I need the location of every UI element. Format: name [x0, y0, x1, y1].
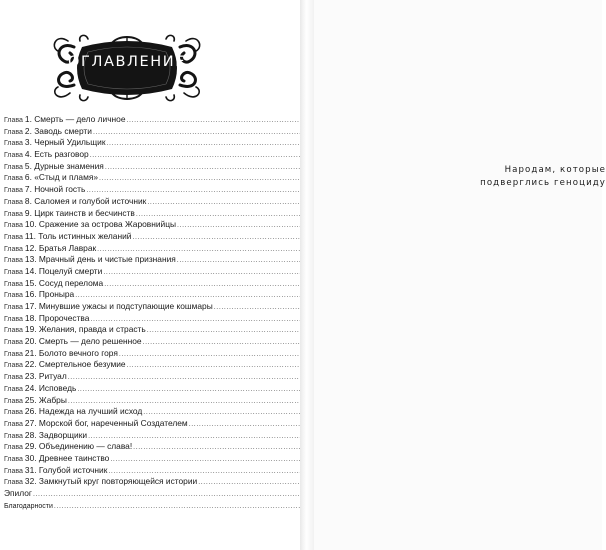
toc-chapter-prefix: Глава — [4, 420, 23, 428]
toc-chapter-prefix: Глава — [4, 233, 23, 241]
toc-row — [4, 359, 250, 371]
toc-chapter-title: 11. Толь истинных желаний — [24, 230, 132, 241]
toc-chapter-title: 29. Объединению — слава! — [24, 441, 133, 452]
toc-row — [4, 441, 250, 453]
toc-chapter-prefix: Глава — [4, 128, 23, 136]
toc-chapter-title: 1. Смерть — дело личное — [24, 114, 126, 124]
dedication-line-1: Народам, которые — [504, 165, 606, 175]
toc-row — [4, 336, 250, 348]
toc-chapter-title: 3. Черный Удильщик — [24, 137, 106, 148]
toc-chapter-prefix: Глава — [4, 163, 23, 171]
toc-chapter-prefix: Глава — [4, 304, 23, 311]
toc-row — [4, 184, 250, 196]
toc-row — [4, 453, 250, 465]
toc-chapter-prefix: Глава — [4, 187, 23, 195]
toc-chapter-prefix: Глава — [4, 397, 23, 405]
toc-chapter-prefix: Глава — [4, 315, 23, 323]
toc-chapter-prefix: Глава — [4, 339, 23, 347]
toc-row — [4, 383, 250, 395]
toc-chapter-prefix: Глава — [4, 479, 23, 487]
toc-row — [4, 254, 250, 266]
toc-chapter-title: 28. Задворщики — [24, 429, 88, 440]
toc-row — [4, 149, 250, 161]
toc-chapter-title: 7. Ночной гость — [24, 184, 86, 195]
toc-row — [4, 172, 250, 184]
toc-row — [4, 231, 250, 243]
toc-chapter-title: 14. Поцелуй смерти — [24, 265, 103, 276]
toc-chapter-prefix: Глава — [4, 175, 23, 183]
toc-row — [4, 430, 250, 442]
toc-chapter-title: 2. Заводь смерти — [24, 125, 92, 136]
toc-row — [4, 406, 250, 418]
toc-row — [4, 488, 250, 500]
toc-row — [4, 476, 250, 488]
dedication — [454, 164, 606, 189]
toc-row — [4, 395, 250, 407]
toc-chapter-prefix: Глава — [4, 362, 23, 370]
toc-chapter-title: 22. Смертельное безумие — [24, 359, 126, 370]
toc-chapter-prefix: Глава — [4, 245, 23, 253]
toc-chapter-title: 12. Братья Лаврак — [24, 242, 97, 253]
toc-chapter-title: 24. Исповедь — [24, 382, 77, 393]
toc-chapter-title: 27. Морской бог, нареченный Создателем — [24, 417, 188, 428]
toc-chapter-prefix: Глава — [4, 152, 23, 160]
toc-chapter-title: 9. Цирк таинств и бесчинств — [24, 207, 135, 218]
toc-chapter-prefix: Глава — [4, 117, 23, 124]
toc-chapter-title: 13. Мрачный день и чистые признания — [24, 254, 176, 265]
toc-chapter-prefix: Глава — [4, 374, 23, 382]
toc-chapter-prefix: Глава — [4, 280, 23, 288]
toc-chapter-prefix: Глава — [4, 292, 23, 300]
toc-chapter-prefix: Глава — [4, 350, 23, 358]
toc-chapter-title: 8. Саломея и голубой источник — [24, 195, 147, 206]
left-page — [0, 0, 300, 550]
toc-heading: ОГЛАВЛЕНИЕ — [67, 54, 186, 70]
toc-chapter-title: 32. Замкнутый круг повторяющейся истории — [24, 476, 198, 487]
toc-row — [4, 196, 250, 208]
toc-chapter-title: 16. Проныра — [24, 289, 75, 300]
toc-chapter-prefix: Глава — [4, 327, 23, 335]
toc-chapter-prefix: Глава — [4, 257, 23, 265]
table-of-contents — [4, 114, 250, 511]
toc-chapter-prefix: Глава — [4, 385, 23, 393]
toc-row — [4, 114, 250, 126]
toc-chapter-prefix: Глава — [4, 432, 23, 440]
toc-row — [4, 137, 250, 149]
toc-row — [4, 371, 250, 383]
toc-chapter-title: 26. Надежда на лучший исход — [24, 406, 143, 417]
toc-chapter-title: 31. Голубой источник — [24, 464, 108, 475]
right-page — [314, 0, 606, 550]
toc-row — [4, 289, 250, 301]
toc-chapter-prefix: Глава — [4, 198, 23, 206]
toc-chapter-title: 25. Жабры — [24, 394, 67, 405]
toc-chapter-prefix: Глава — [4, 268, 23, 276]
toc-chapter-title: 21. Болото вечного горя — [24, 347, 118, 358]
toc-row — [4, 243, 250, 255]
toc-row — [4, 161, 250, 173]
toc-row — [4, 465, 250, 477]
toc-row — [4, 301, 250, 313]
toc-row — [4, 313, 250, 325]
toc-chapter-title: 30. Древнее таинство — [24, 452, 110, 463]
toc-chapter-title: 15. Сосуд перелома — [24, 277, 104, 288]
toc-row — [4, 324, 250, 336]
toc-chapter-title: Благодарности — [4, 502, 53, 510]
toc-chapter-title: 18. Пророчества — [24, 312, 90, 323]
toc-chapter-title: 10. Сражение за острова Жаровнийцы — [24, 219, 177, 230]
page-gutter — [300, 0, 314, 550]
toc-chapter-title: Эпилог — [4, 488, 32, 498]
toc-chapter-prefix: Глава — [4, 140, 23, 148]
toc-row — [4, 500, 250, 512]
toc-chapter-prefix: Глава — [4, 455, 23, 463]
toc-dot-leader — [33, 489, 338, 501]
toc-chapter-prefix: Глава — [4, 222, 23, 230]
toc-chapter-title: 19. Желания, правда и страсть — [24, 324, 146, 335]
toc-chapter-prefix: Глава — [4, 467, 23, 475]
toc-row — [4, 418, 250, 430]
toc-chapter-title: 5. Дурные знамения — [24, 160, 104, 171]
toc-chapter-title: 4. Есть разговор — [24, 149, 89, 160]
toc-row — [4, 278, 250, 290]
toc-chapter-title: 17. Минувшие ужасы и подступающие кошмары — [24, 301, 213, 311]
toc-row — [4, 348, 250, 360]
toc-chapter-prefix: Глава — [4, 444, 23, 452]
dedication-line-2: подверглись геноциду — [480, 177, 606, 188]
toc-chapter-title: 23. Ритуал — [24, 371, 67, 382]
toc-ornament-emblem — [52, 33, 202, 105]
toc-chapter-prefix: Глава — [4, 409, 23, 417]
toc-row — [4, 266, 250, 278]
toc-row — [4, 126, 250, 138]
toc-chapter-title: 6. «Стыд и пламя» — [24, 172, 99, 183]
toc-chapter-title: 20. Смерть — дело решенное — [24, 336, 142, 347]
toc-row — [4, 208, 250, 220]
toc-row — [4, 219, 250, 231]
toc-chapter-prefix: Глава — [4, 210, 23, 218]
